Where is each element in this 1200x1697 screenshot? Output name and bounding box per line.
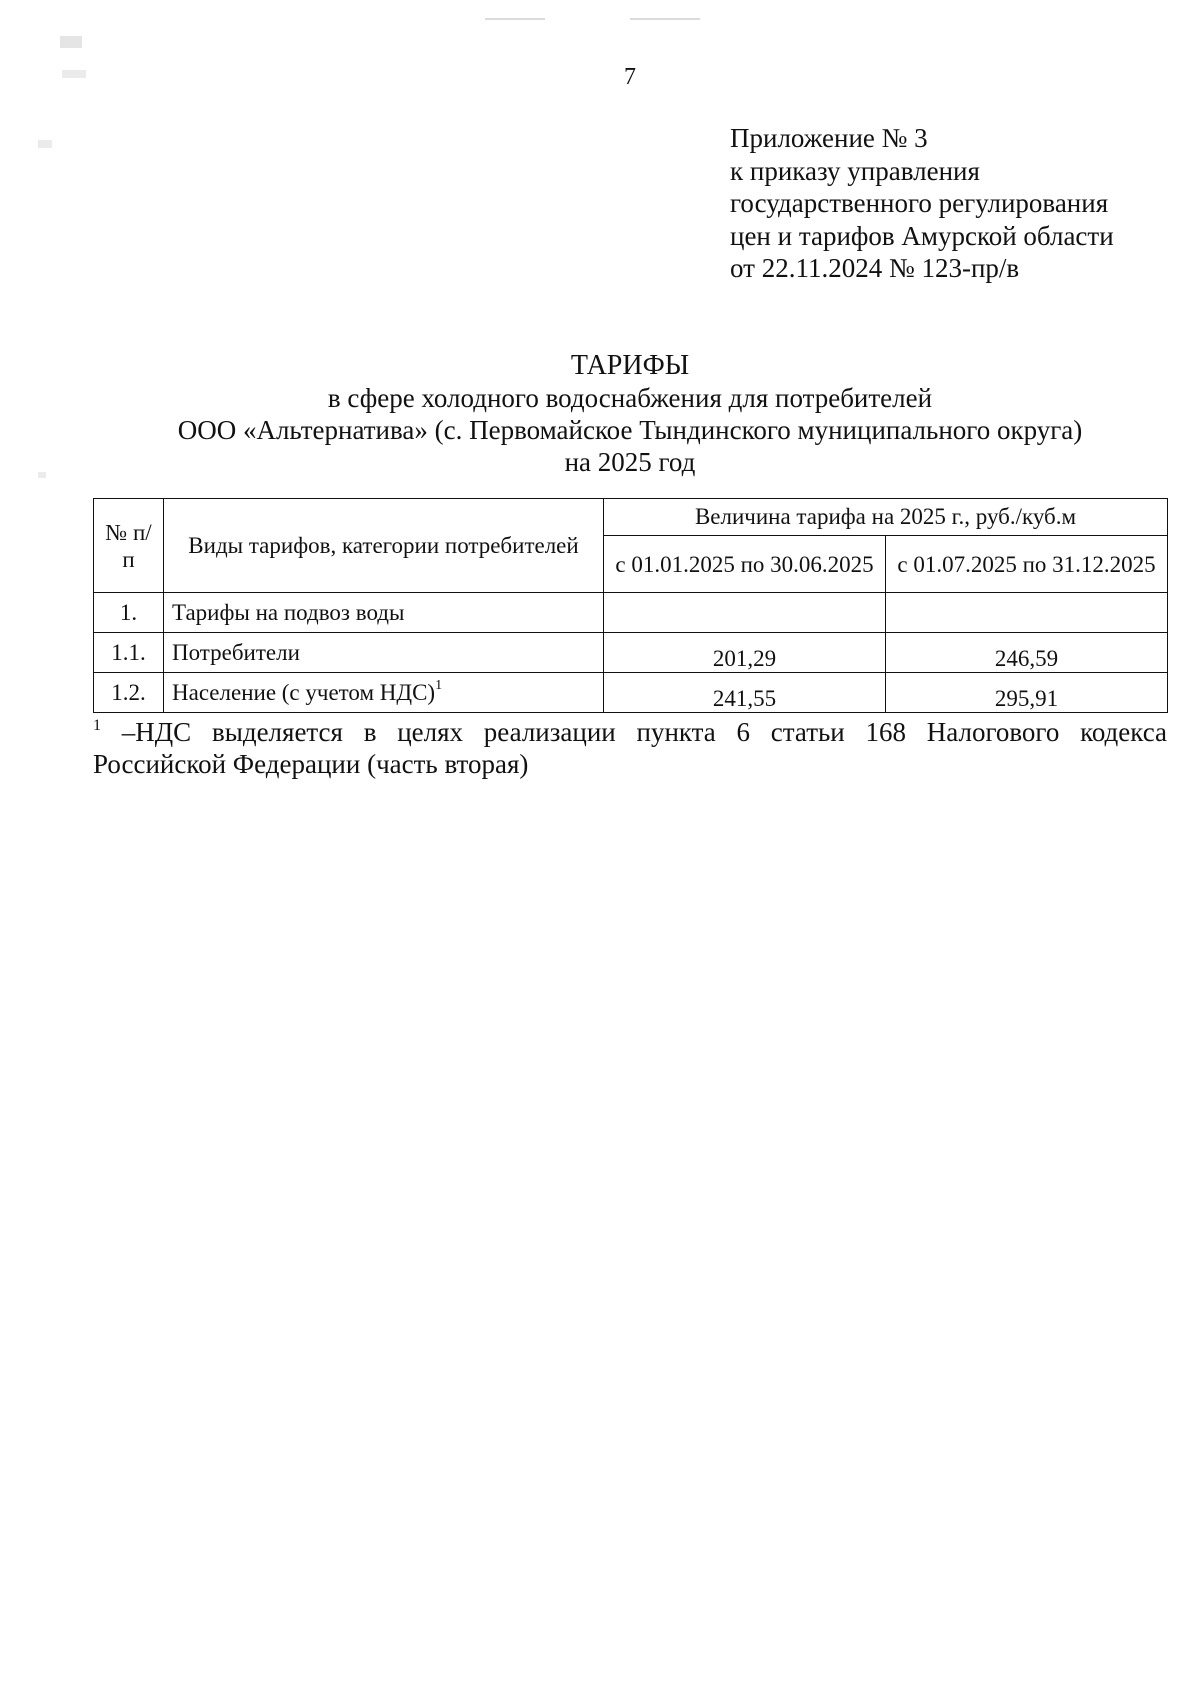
row-num: 1.	[94, 593, 164, 633]
title-line: ООО «Альтернатива» (с. Первомайское Тындинского муниципального округа)	[177, 415, 1083, 445]
footnote	[93, 716, 1167, 780]
header-value-group: Величина тарифа на 2025 г., руб./куб.м	[604, 499, 1168, 536]
row-num: 1.1.	[94, 633, 164, 673]
footnote-marker: 1	[93, 717, 101, 734]
header-num: № п/п	[94, 499, 164, 593]
footnote-line-1	[93, 716, 1167, 748]
table-row	[94, 593, 1168, 633]
scan-artifact	[38, 140, 52, 148]
title-line: на 2025 год	[564, 447, 696, 477]
row-num: 1.2.	[94, 673, 164, 713]
header-period-1: с 01.01.2025 по 30.06.2025	[604, 536, 886, 593]
row-value-1: 201,29	[604, 633, 886, 673]
scan-artifact	[62, 70, 86, 78]
row-value-1: 241,55	[604, 673, 886, 713]
table-row	[94, 633, 1168, 673]
header-name: Виды тарифов, категории потребителей	[164, 499, 604, 593]
row-name: Тарифы на подвоз воды	[164, 593, 604, 633]
title-main: ТАРИФЫ	[570, 350, 690, 381]
document-title	[90, 350, 1170, 478]
table-row	[94, 673, 1168, 713]
row-value-2	[886, 593, 1168, 633]
appendix-line: государственного регулирования	[730, 188, 1109, 218]
row-value-2: 295,91	[886, 673, 1168, 713]
row-name-text: Население (с учетом НДС)	[172, 679, 436, 705]
appendix-reference	[730, 122, 1170, 285]
scan-artifact	[38, 472, 46, 478]
footnote-line-2: Российской Федерации (часть вторая)	[93, 749, 529, 779]
footnote-ref: 1	[435, 677, 443, 693]
scan-artifact	[485, 18, 545, 20]
page-number: 7	[624, 64, 636, 90]
row-value-1	[604, 593, 886, 633]
header-period-2: с 01.07.2025 по 31.12.2025	[886, 536, 1168, 593]
appendix-line: цен и тарифов Амурской области	[730, 220, 1114, 251]
scan-artifact	[60, 36, 82, 48]
appendix-line: от 22.11.2024 № 123-пр/в	[730, 253, 1020, 283]
footnote-text-1: –НДС выделяется в целях реализации пункта 6 статьи 168 Налогового кодекса	[121, 717, 1168, 747]
scan-artifact	[630, 18, 700, 20]
appendix-line: к приказу управления	[730, 155, 980, 186]
row-name	[164, 673, 604, 713]
appendix-line: Приложение № 3	[730, 123, 928, 153]
tariffs-table	[93, 498, 1168, 713]
title-line: в сфере холодного водоснабжения для потребителей	[327, 383, 933, 413]
row-value-2: 246,59	[886, 633, 1168, 673]
row-name: Потребители	[164, 633, 604, 673]
